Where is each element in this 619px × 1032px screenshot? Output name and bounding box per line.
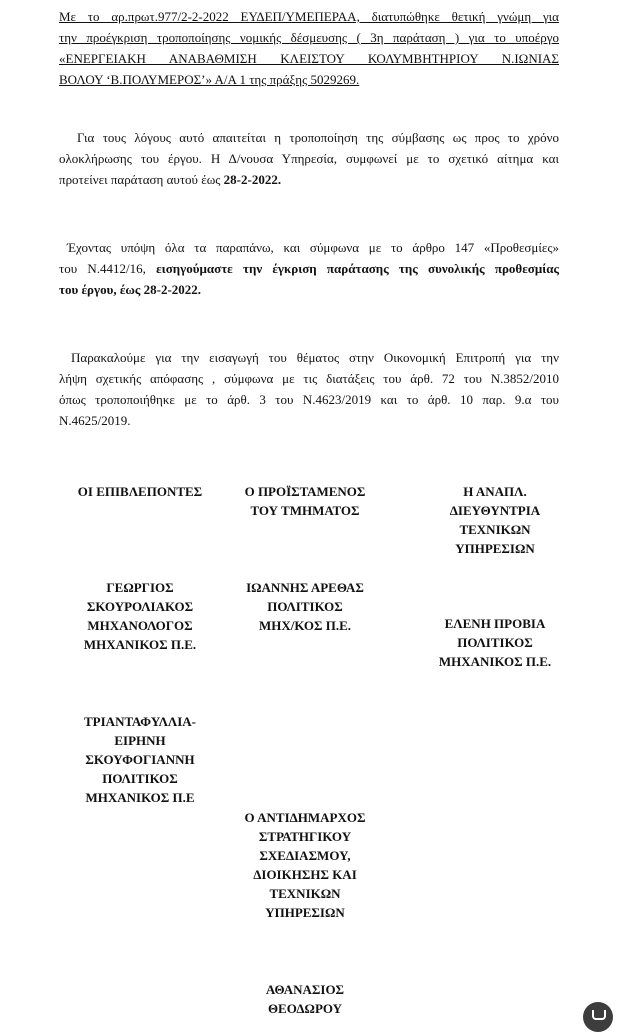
intro-paragraph: [59, 6, 559, 90]
supervisor-2-signature: ΤΡΙΑΝΤΑΦΥΛΛΙΑ- ΕΙΡΗΝΗ ΣΚΟΥΦΟΓΙΑΝΝΗ ΠΟΛΙΤΙΚΟΣ ΜΗΧΑΝΙΚΟΣ Π.Ε: [84, 714, 196, 805]
request-line-4: Ν.4625/2019.: [59, 413, 131, 428]
intro-line-4: ΒΟΛΟΥ ‘Β.ΠΟΛΥΜΕΡΟΣ’» Α/Α 1 της πράξης 5029269.: [59, 72, 360, 87]
intro-line-3: «ΕΝΕΡΓΕΙΑΚΗ ΑΝΑΒΑΘΜΙΣΗ ΚΛΕΙΣΤΟΥ ΚΟΛΥΜΒΗΤΗΡΙΟΥ Ν.ΙΩΝΙΑΣ: [59, 51, 559, 66]
request-line-1: Παρακαλούμε για την εισαγωγή του θέματος στην Οικονομική Επιτροπή για την: [71, 350, 559, 365]
supervisors-title: ΟΙ ΕΠΙΒΛΕΠΟΝΤΕΣ: [77, 484, 203, 499]
deputy-mayor-title: Ο ΑΝΤΙΔΗΜΑΡΧΟΣ ΣΤΡΑΤΗΓΙΚΟΥ ΣΧΕΔΙΑΣΜΟΥ, ΔΙΟΙΚΗΣΗΣ ΚΑΙ ΤΕΧΝΙΚΩΝ ΥΠΗΡΕΣΙΩΝ: [244, 810, 366, 920]
request-line-2: λήψη σχετικής απόφασης , σύμφωνα με τις διατάξεις του άρθ. 72 του Ν.3852/2010: [59, 371, 559, 386]
request-paragraph: [59, 347, 559, 431]
reason-line-2: ολοκλήρωσης του έργου. Η Δ/νουσα Υπηρεσία, συμφωνεί με το σχετικό αίτημα και: [59, 151, 559, 166]
proposal-line-3: του έργου, έως 28-2-2022.: [59, 282, 202, 297]
proposal-line-2-text: του Ν.4412/16,: [59, 261, 157, 276]
reason-deadline: 28-2-2022.: [223, 172, 282, 187]
reason-paragraph: [59, 127, 559, 190]
intro-line-2: την προέγκριση τροποποίησης νομικής δέσμευσης ( 3η παράταση ) για το υποέργο: [59, 30, 559, 45]
reason-line-3: [59, 169, 559, 190]
intro-line-1: Με το αρ.πρωτ.977/2-2-2022 ΕΥΔΕΠ/ΥΜΕΠΕΡΑΑ, διατυπώθηκε θετική γνώμη για: [59, 9, 559, 24]
reason-line-1: Για τους λόγους αυτό απαιτείται η τροποποίηση της σύμβασης ως προς το χρόνο: [77, 130, 559, 145]
proposal-line-2-bold: εισηγούμαστε την έγκριση παράτασης της συνολικής προθεσμίας: [156, 261, 559, 276]
deputy-mayor-signature: ΑΘΑΝΑΣΙΟΣ ΘΕΟΔΩΡΟΥ: [265, 982, 345, 1016]
head-of-department-signature: ΙΩΑΝΝΗΣ ΑΡΕΘΑΣ ΠΟΛΙΤΙΚΟΣ ΜΗΧ/ΚΟΣ Π.Ε.: [246, 580, 364, 633]
proposal-line-1: Έχοντας υπόψη όλα τα παραπάνω, και σύμφωνα με το άρθρο 147 «Προθεσμίες»: [67, 240, 559, 255]
supervisor-1-signature: ΓΕΩΡΓΙΟΣ ΣΚΟΥΡΟΛΙΑΚΟΣ ΜΗΧΑΝΟΛΟΓΟΣ ΜΗΧΑΝΙΚΟΣ Π.Ε.: [83, 580, 197, 652]
head-of-department-title: Ο ΠΡΟΪΣΤΑΜΕΝΟΣ ΤΟΥ ΤΜΗΜΑΤΟΣ: [244, 484, 366, 518]
director-title: Η ΑΝΑΠΛ. ΔΙΕΥΘΥΝΤΡΙΑ ΤΕΧΝΙΚΩΝ ΥΠΗΡΕΣΙΩΝ: [449, 484, 541, 556]
director-signature: ΕΛΕΝΗ ΠΡΟΒΙΑ ΠΟΛΙΤΙΚΟΣ ΜΗΧΑΝΙΚΟΣ Π.Ε.: [438, 616, 552, 669]
request-line-3: όπως τροποποιήθηκε με το άρθ. 3 του Ν.4623/2019 και το άρθ. 10 παρ. 9.α του: [59, 392, 559, 407]
proposal-line-2: [59, 258, 559, 279]
download-icon[interactable]: [583, 1002, 613, 1032]
reason-line-3-text: προτείνει παράταση αυτού έως: [59, 172, 224, 187]
proposal-paragraph: [59, 237, 559, 300]
